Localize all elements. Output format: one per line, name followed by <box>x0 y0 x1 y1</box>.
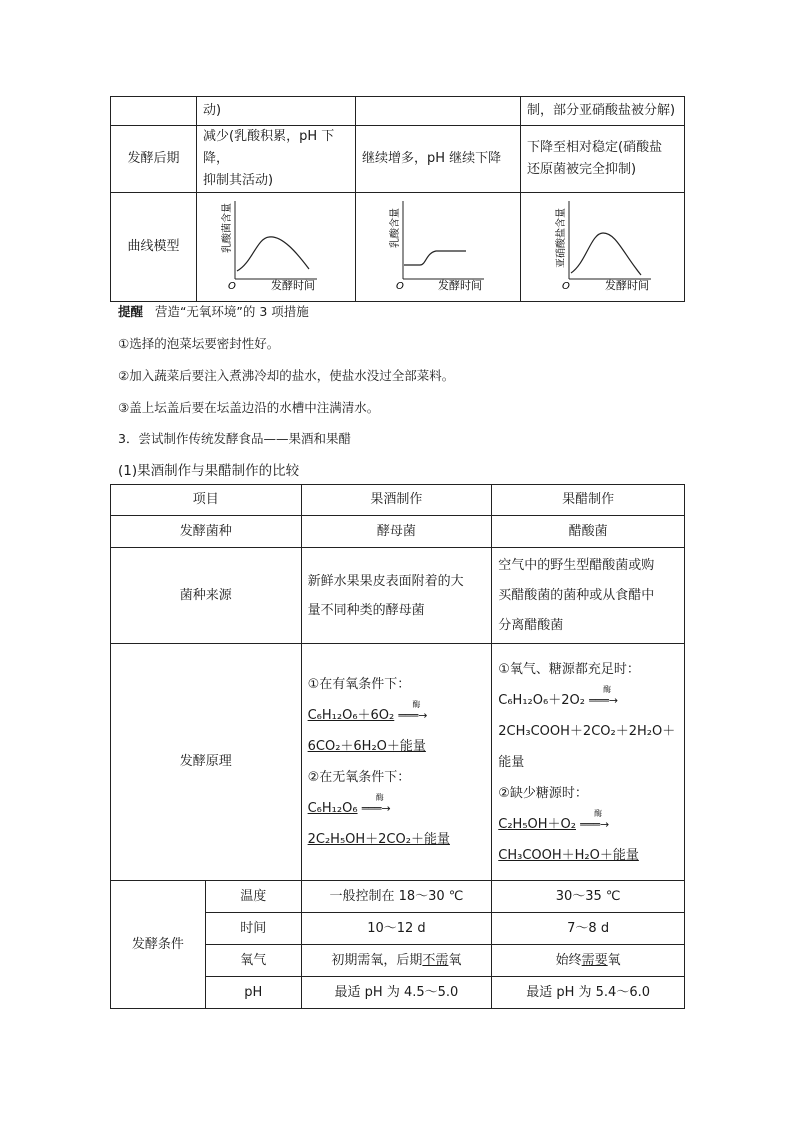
equation: C₆H₁₂O₆ 酶 ═══→ <box>308 793 486 824</box>
cell: 始终需要氧 <box>492 945 685 977</box>
column-header: 果醋制作 <box>492 485 685 516</box>
cell: 7～8 d <box>492 913 685 945</box>
cell: 初期需氧，后期不需氧 <box>301 945 492 977</box>
curve-cell <box>197 193 356 302</box>
row-label: 发酵后期 <box>111 126 197 193</box>
cell: 最适 pH 为 5.4～6.0 <box>492 977 685 1009</box>
y-axis-label: 乳酸菌含量 <box>222 203 233 253</box>
cell: 醋酸菌 <box>492 516 685 548</box>
equation: C₂H₅OH＋O₂ 酶 ═══→ <box>498 809 678 840</box>
nitrite-curve <box>521 193 684 293</box>
row-label: 菌种来源 <box>111 548 302 644</box>
cell: 酵母菌 <box>301 516 492 548</box>
curve-cell <box>521 193 685 302</box>
sub-row-label: 氧气 <box>205 945 301 977</box>
table-header-row <box>111 485 685 516</box>
cell: 继续增多，pH 继续下降 <box>356 126 521 193</box>
cell: 减少(乳酸积累，pH 下降， 抑制其活动) <box>197 126 356 193</box>
x-axis-label: 发酵时间 <box>271 279 315 292</box>
section-subheading: (1)果酒制作与果醋制作的比较 <box>118 463 300 479</box>
table-row <box>111 97 685 126</box>
cell: ①氧气、糖源都充足时： C₆H₁₂O₆＋2O₂ 酶 ═══→ 2CH₃COOH＋2CO₂＋2H₂O＋ 能量 ②缺少糖源时： C₂H₅OH＋O₂ 酶 ═══→ CH₃COOH＋H₂O＋能量 <box>492 644 685 881</box>
wine-vinegar-comparison-table <box>110 484 685 1009</box>
section-heading: 3．尝试制作传统发酵食品——果酒和果醋 <box>118 431 351 446</box>
cell: 新鲜水果果皮表面附着的大 量不同种类的酵母菌 <box>301 548 492 644</box>
curve-line <box>571 233 641 275</box>
tip-heading: 提醒 营造“无氧环境”的 3 项措施 <box>118 304 309 319</box>
cell: 空气中的野生型醋酸菌或购 买醋酸菌的菌种或从食醋中 分离醋酸菌 <box>492 548 685 644</box>
cell: 10～12 d <box>301 913 492 945</box>
curve-line <box>237 237 309 271</box>
equation: C₆H₁₂O₆＋2O₂ 酶 ═══→ <box>498 685 678 716</box>
table-row <box>111 126 685 193</box>
cell: 最适 pH 为 4.5～5.0 <box>301 977 492 1009</box>
equation: C₆H₁₂O₆＋6O₂ 酶 ═══→ <box>308 700 486 731</box>
row-label: 发酵原理 <box>111 644 302 881</box>
row-label: 发酵条件 <box>111 881 206 1009</box>
y-axis-label: 亚硝酸盐含量 <box>556 208 567 268</box>
x-axis-label: 发酵时间 <box>438 279 482 292</box>
cell: ①在有氧条件下： C₆H₁₂O₆＋6O₂ 酶 ═══→ 6CO₂＋6H₂O＋能量 ②在无氧条件下： C₆H₁₂O₆ 酶 ═══→ 2C₂H₅OH＋2CO₂＋能量 <box>301 644 492 881</box>
table-row <box>111 548 685 644</box>
y-axis-label: 乳酸含量 <box>390 208 401 248</box>
tip-item: ③盖上坛盖后要在坛盖边沿的水槽中注满清水。 <box>118 400 380 415</box>
origin-label: O <box>396 281 404 292</box>
table-row <box>111 193 685 302</box>
tip-item: ①选择的泡菜坛要密封性好。 <box>118 336 280 351</box>
enzyme-arrow: 酶 ═══→ <box>589 684 619 707</box>
row-label: 曲线模型 <box>111 193 197 302</box>
tip-item: ②加入蔬菜后要注入煮沸冷却的盐水，使盐水没过全部菜料。 <box>118 368 455 383</box>
enzyme-arrow: 酶 ═══→ <box>580 808 610 831</box>
cell <box>356 97 521 126</box>
origin-label: O <box>562 281 570 292</box>
cell: 动) <box>197 97 356 126</box>
curve-line <box>404 251 466 265</box>
sub-row-label: 时间 <box>205 913 301 945</box>
x-axis-label: 发酵时间 <box>605 279 649 292</box>
bacteria-curve <box>197 193 355 293</box>
lactic-acid-curve <box>356 193 520 293</box>
table-row <box>111 881 685 913</box>
sub-row-label: 温度 <box>205 881 301 913</box>
lactic-fermentation-table <box>110 96 685 302</box>
enzyme-arrow: 酶 ═══→ <box>361 793 391 815</box>
table-row <box>111 644 685 881</box>
sub-row-label: pH <box>205 977 301 1009</box>
origin-label: O <box>228 281 236 292</box>
row-label: 发酵菌种 <box>111 516 302 548</box>
cell: 30～35 ℃ <box>492 881 685 913</box>
cell: 制，部分亚硝酸盐被分解) <box>521 97 685 126</box>
column-header: 项目 <box>111 485 302 516</box>
column-header: 果酒制作 <box>301 485 492 516</box>
curve-cell <box>356 193 521 302</box>
cell: 一般控制在 18～30 ℃ <box>301 881 492 913</box>
table-row <box>111 516 685 548</box>
enzyme-arrow: 酶 ═══→ <box>398 700 428 722</box>
cell: 下降至相对稳定(硝酸盐 还原菌被完全抑制) <box>521 126 685 193</box>
